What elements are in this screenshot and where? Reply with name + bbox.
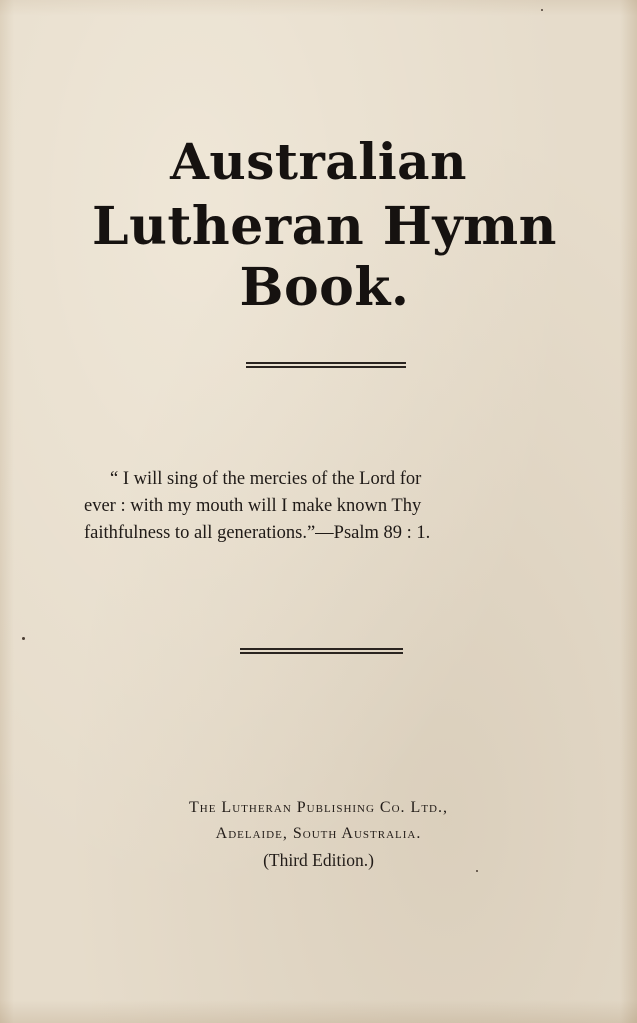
quote-line-1: “ I will sing of the mercies of the Lord for [110,469,422,489]
title-line-1: Australian [170,132,467,191]
publisher-location: Adelaide, South Australia. [215,825,422,842]
paper-speck [476,870,478,872]
quote-line-3: faithfulness to all generations.”—Psalm 89 : 1. [84,523,431,543]
title-line-2: Lutheran Hymn Book. [92,196,557,318]
edition-note: (Third Edition.) [263,850,374,870]
double-rule-top [246,362,406,368]
paper-speck [22,637,25,640]
quote-line-2: ever : with my mouth will I make known Thy [84,496,422,516]
publisher-name: The Lutheran Publishing Co. Ltd., [189,799,448,816]
scripture-quote [84,466,554,547]
paper-speck [541,9,543,11]
publisher-imprint [0,795,637,873]
double-rule-bottom [240,648,403,654]
